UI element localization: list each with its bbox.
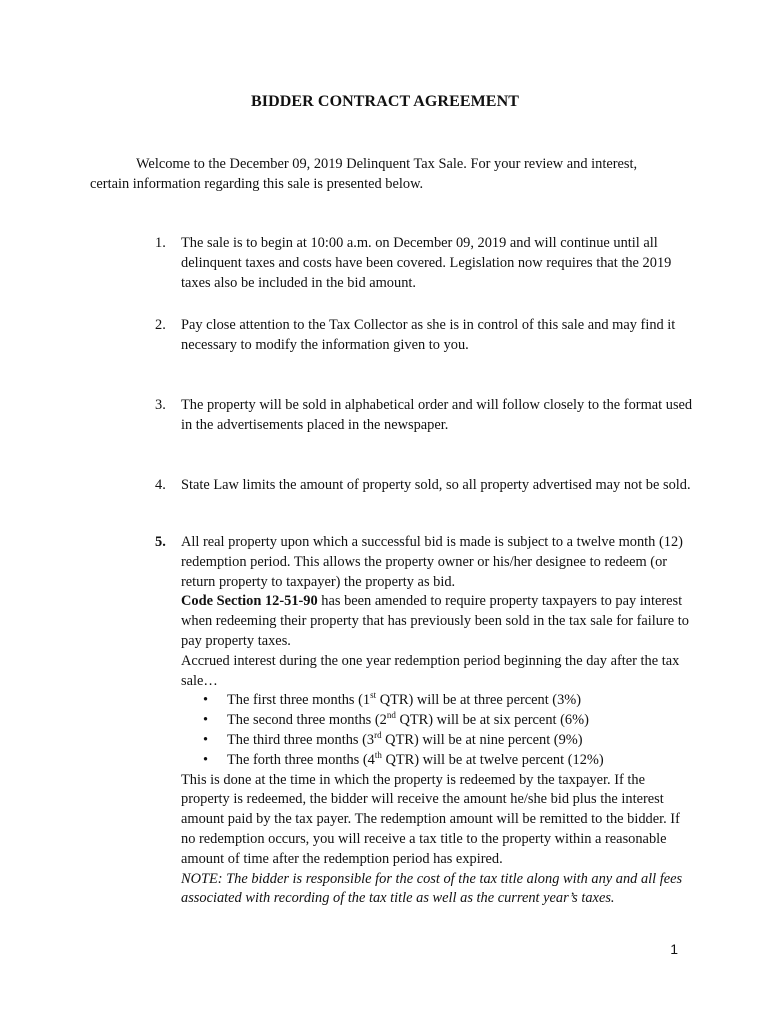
accrued-interest-text: Accrued interest during the one year redemption period beginning the day after the tax sale… — [181, 652, 680, 689]
list-item-3 — [155, 396, 695, 436]
item-text: The property will be sold in alphabetical order and will follow closely to the format used in the advertisements placed in the newspaper. — [181, 397, 693, 433]
item-number: 1. — [155, 235, 166, 251]
code-section-text: has been amended to require property taxpayers to pay interest when redeeming their property that has previously been sold in the tax sale for failure to pay property taxes. — [181, 593, 689, 649]
item-number: 5. — [155, 534, 166, 550]
redemption-paragraph: All real property upon which a successful bid is made is subject to a twelve month (12) redemption period. This allows the property owner or his/her designee to redeem (or return property to taxpayer) the property as bid. — [181, 534, 683, 590]
bullet-item: • The second three months (2nd QTR) will be at six percent (6%) — [201, 711, 695, 731]
item-number: 2. — [155, 317, 166, 333]
list-item-4 — [155, 476, 695, 496]
code-section-label: Code Section 12-51-90 — [181, 593, 318, 610]
item-number: 4. — [155, 477, 166, 493]
document-title: BIDDER CONTRACT AGREEMENT — [250, 93, 520, 110]
bullet-item: • The third three months (3rd QTR) will be at nine percent (9%) — [201, 731, 695, 751]
page-number: 1 — [670, 941, 678, 957]
item-text: State Law limits the amount of property sold, so all property advertised may not be sold. — [181, 477, 691, 493]
bullet-icon: • — [203, 692, 209, 709]
list-item-2 — [155, 316, 695, 356]
code-section-paragraph — [181, 592, 695, 651]
bullet-icon: • — [203, 751, 209, 768]
item-text: Pay close attention to the Tax Collector as she is in control of this sale and may find it necessary to modify the information given to you. — [181, 317, 676, 353]
interest-bullet-list — [181, 691, 695, 770]
intro-paragraph — [90, 155, 690, 194]
bullet-item: • The first three months (1st QTR) will be at three percent (3%) — [201, 691, 695, 711]
intro-line-1: Welcome to the December 09, 2019 Delinquent Tax Sale. For your review and interest, — [136, 156, 638, 172]
item-number: 3. — [155, 397, 166, 413]
bullet-icon: • — [203, 712, 209, 729]
closing-paragraph: This is done at the time in which the property is redeemed by the taxpayer. If the property is redeemed, the bidder will receive the amount he/she bid plus the interest amount paid by the tax payer. The redemption amount will be remitted to the bidder. If no redemption occurs, you will receive a tax title to the property within a reasonable amount of time after the redemption period has expired. — [181, 771, 680, 867]
list-item-5 — [155, 533, 695, 909]
item-text: The sale is to begin at 10:00 a.m. on December 09, 2019 and will continue until all delinquent taxes and costs have been covered. Legislation now requires that the 2019 taxes also be included in the bid amount. — [181, 235, 672, 291]
list-item-1 — [155, 234, 695, 293]
bullet-item: • The forth three months (4th QTR) will be at twelve percent (12%) — [201, 751, 695, 771]
intro-line-2: certain information regarding this sale is presented below. — [90, 175, 424, 192]
note-text: NOTE: The bidder is responsible for the cost of the tax title along with any and all fees associated with recording of the tax title as well as the current year’s taxes. — [181, 870, 683, 907]
bullet-icon: • — [203, 731, 209, 748]
